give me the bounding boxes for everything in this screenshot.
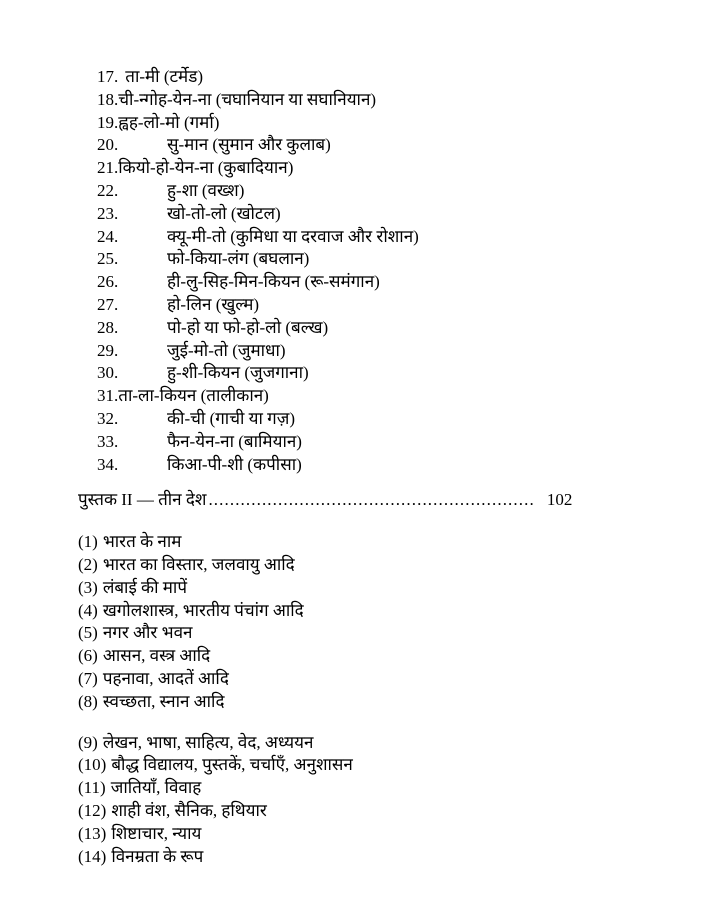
entry-number: 31. [97,386,119,406]
entry-number: 32. [97,408,119,428]
entry-text: किआ-पी-शी (कपीसा) [167,454,302,474]
entry-text: ता-ला-कियन (तालीकान) [118,386,269,406]
entry-text: जुई-मो-तो (जुमाधा) [167,340,286,360]
entry-text: सु-मान (सुमान और कुलाब) [167,135,331,155]
chapter-item [78,777,709,800]
chapter-title: लेखन, भाषा, साहित्य, वेद, अध्ययन [102,732,314,752]
entry-number: 19. [97,112,119,132]
book2-chapter-list [78,531,709,868]
toc-entry [97,134,709,157]
chapter-title: विनम्रता के रूप [111,846,204,866]
chapter-item [78,732,709,755]
chapter-item [78,846,709,869]
chapter-label: (1) [78,532,98,552]
chapter-item [78,645,709,668]
entry-number: 29. [97,340,119,360]
entry-text: खो-तो-लो (खोटल) [167,203,281,223]
entry-number: 21. [97,158,119,178]
entry-text: हो-लिन (खुल्म) [167,294,260,314]
chapter-title: भारत का विस्तार, जलवायु आदि [102,554,295,574]
toc-entry [97,248,709,271]
entry-number: 34. [97,454,119,474]
entry-text: कियो-हो-येन-ना (कुबादियान) [118,158,294,178]
chapter-label: (3) [78,577,98,597]
entry-number: 24. [97,226,119,246]
entry-number: 25. [97,249,119,269]
chapter-label: (6) [78,646,98,666]
entry-text: ता-मी (टर्मेड) [125,67,203,86]
entry-text: की-ची (गाची या गज़) [167,408,296,428]
toc-entry [97,317,709,340]
chapter-label: (2) [78,554,98,574]
chapter-item [78,577,709,600]
chapter-title: भारत के नाम [102,532,182,552]
toc-entry [97,89,709,112]
chapter-item [78,531,709,554]
toc-entry [97,271,709,294]
toc-entry [97,66,709,89]
chapter-title: नगर और भवन [102,623,193,643]
entry-number: 33. [97,431,119,451]
book2-page-number: 102 [546,490,573,510]
chapter-item [78,622,709,645]
entry-number: 28. [97,317,119,337]
dot-leader: ............................................................. [208,490,535,510]
chapter-item [78,668,709,691]
chapter-title: पहनावा, आदतें आदि [102,668,229,688]
chapter-label: (10) [78,755,107,775]
chapter-item [78,754,709,777]
chapter-item [78,823,709,846]
book2-heading [78,489,709,512]
entry-number: 18. [97,89,119,109]
entry-text: क्यू-मी-तो (कुमिधा या दरवाज और रोशान) [167,226,419,246]
toc-entry [97,112,709,135]
book2-title: पुस्तक II — तीन देश [78,490,207,510]
entry-number: 30. [97,363,119,383]
chapter-title: शिष्टाचार, न्याय [111,823,202,843]
entry-text: ह्वह-लो-मो (गर्मा) [118,112,220,132]
chapter-title: शाही वंश, सैनिक, हथियार [111,800,267,820]
chapter-item [78,600,709,623]
chapter-title: जातियाँ, विवाह [110,778,202,798]
entry-text: पो-हो या फो-हो-लो (बल्ख) [167,317,329,337]
toc-entry [97,385,709,408]
entry-number: 20. [97,135,119,155]
chapter-title: लंबाई की मापें [102,577,187,597]
entry-number: 26. [97,272,119,292]
entry-text: हु-शी-कियन (जुजगाना) [167,363,309,383]
chapter-label: (9) [78,732,98,752]
chapter-label: (4) [78,600,98,620]
chapter-label: (7) [78,668,98,688]
chapter-title: स्वच्छता, स्नान आदि [102,691,225,711]
chapter-item [78,800,709,823]
toc-entry [97,340,709,363]
chapter-label: (8) [78,691,98,711]
chapter-label: (11) [78,778,106,798]
toc-entry [97,226,709,249]
entry-number: 27. [97,294,119,314]
chapter-title: आसन, वस्त्र आदि [102,646,211,666]
entry-text: फैन-येन-ना (बामियान) [167,431,302,451]
toc-entry [97,408,709,431]
toc-entry [97,157,709,180]
chapter-item [78,554,709,577]
chapter-item [78,691,709,714]
entry-number: 22. [97,180,119,200]
entry-number: 23. [97,203,119,223]
toc-entry [97,454,709,477]
entry-text: ची-न्गोह-येन-ना (चघानियान या सघानियान) [118,89,377,109]
toc-entry [97,362,709,385]
chapter-label: (12) [78,800,107,820]
chapter-label: (5) [78,623,98,643]
toc-entry [97,431,709,454]
toc-entry [97,180,709,203]
entry-text: ही-लु-सिह-मिन-कियन (रू-समंगान) [167,272,380,292]
toc-entry [97,203,709,226]
entry-text: हु-शा (वख्श) [167,180,245,200]
entry-text: फो-किया-लंग (बघलान) [167,249,310,269]
entry-number: 17. [97,67,119,86]
chapter-title: खगोलशास्त्र, भारतीय पंचांग आदि [102,600,304,620]
chapter-label: (13) [78,823,107,843]
toc-entry [97,294,709,317]
chapter-title: बौद्ध विद्यालय, पुस्तकें, चर्चाएँ, अनुशासन [111,755,353,775]
chapter-label: (14) [78,846,107,866]
